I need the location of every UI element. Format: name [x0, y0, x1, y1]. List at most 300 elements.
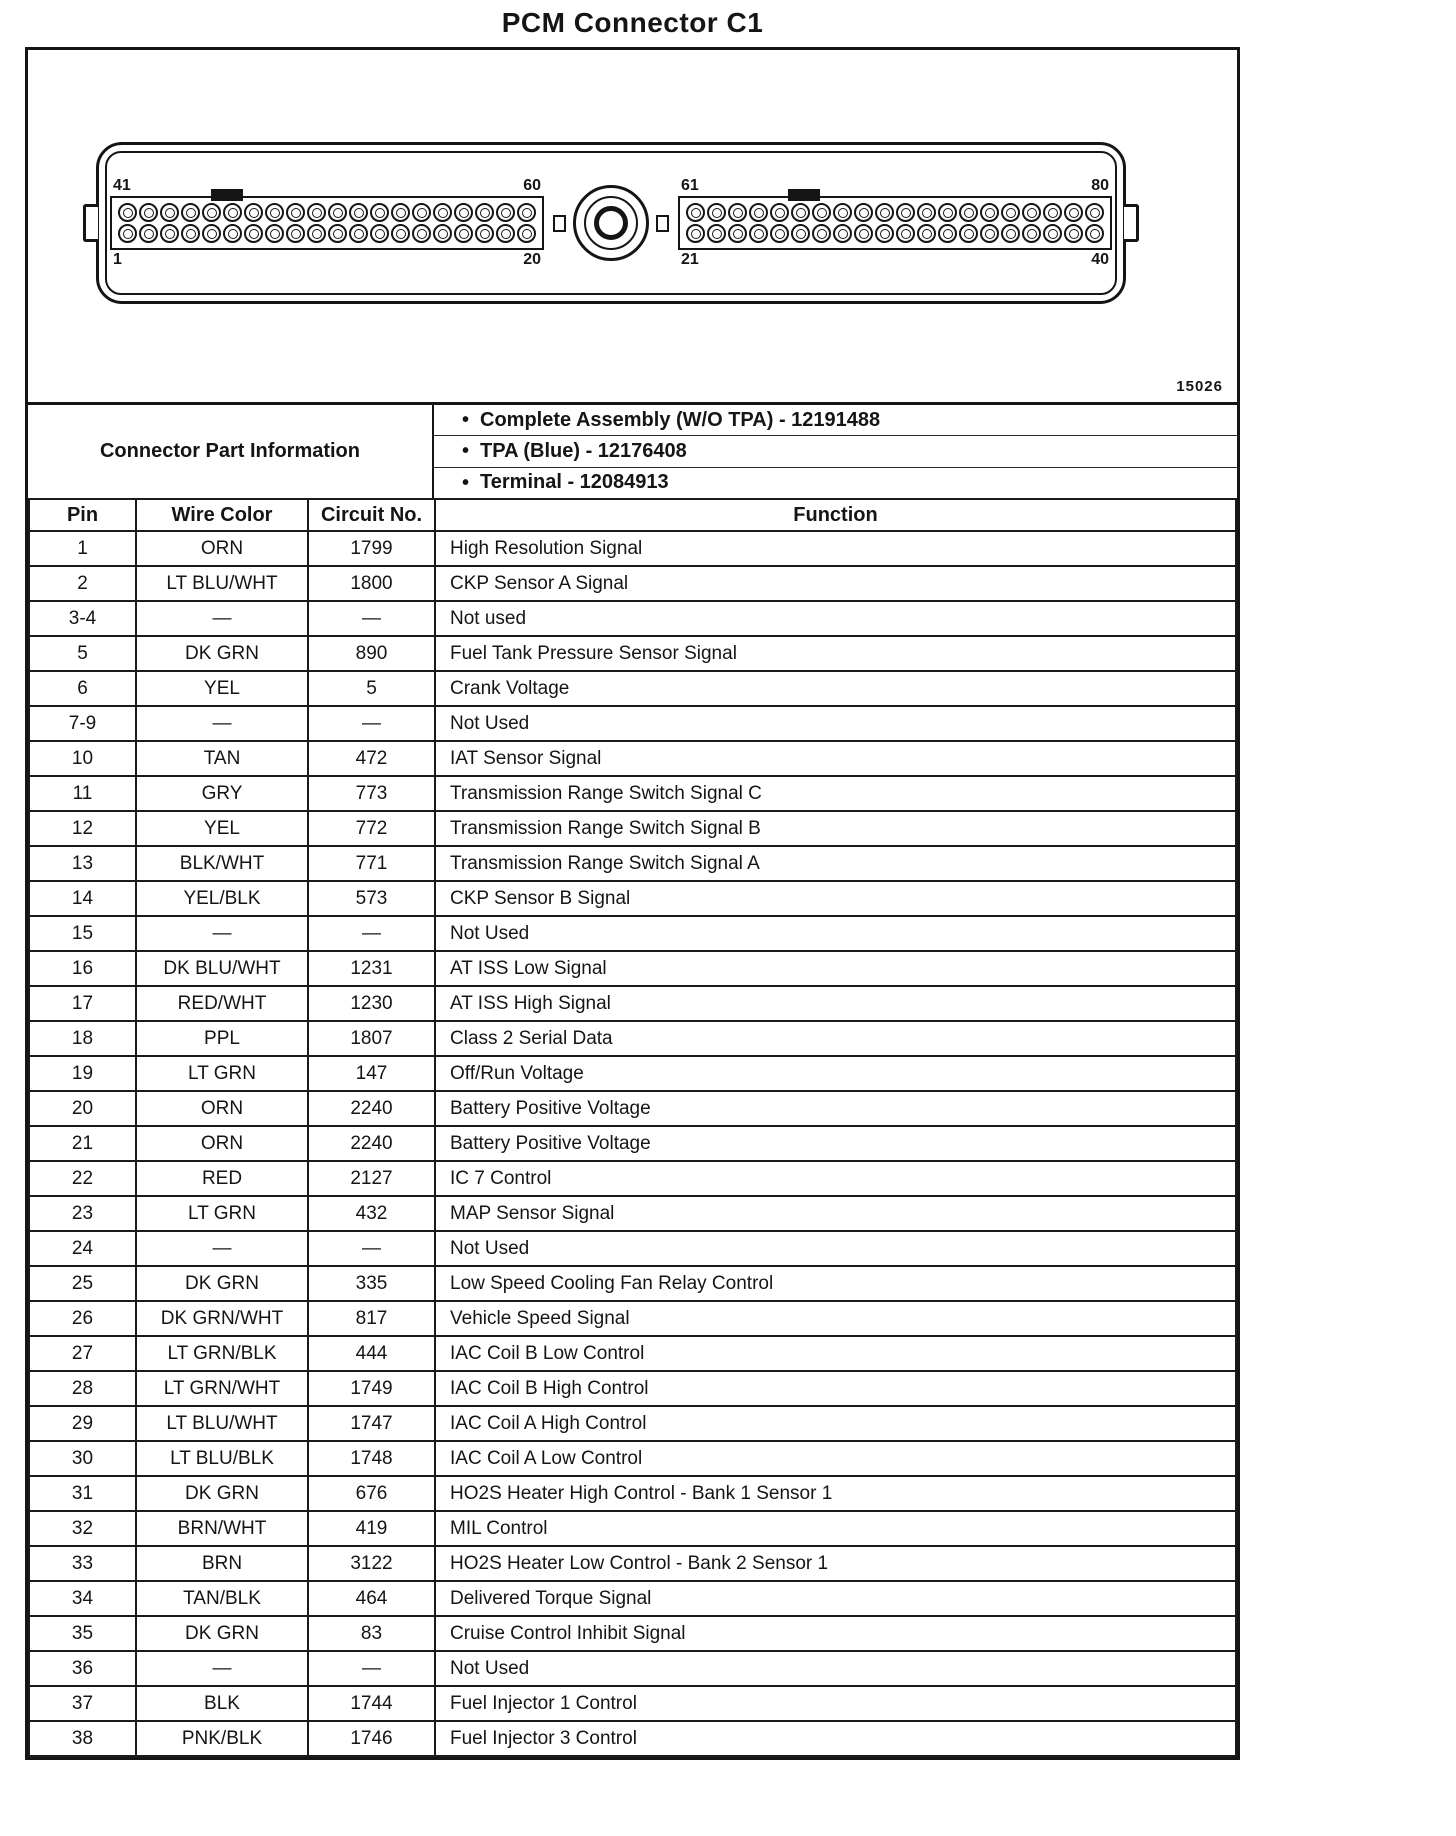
pin-grid-left [110, 196, 544, 250]
connector-body [105, 151, 1117, 295]
table-row [29, 1686, 1236, 1721]
pin-cavity [454, 203, 473, 222]
pin-cavity [286, 203, 305, 222]
pin-cell: 19 [29, 1056, 136, 1091]
wire-color-cell: BRN/WHT [136, 1511, 308, 1546]
pin-number-label: 61 [681, 177, 699, 194]
part-info-text: TPA (Blue) - 12176408 [480, 439, 687, 462]
pin-cavity [433, 224, 452, 243]
connector-outline [96, 142, 1126, 304]
pin-cavity [728, 224, 747, 243]
wire-color-cell: YEL [136, 811, 308, 846]
table-row [29, 1721, 1236, 1756]
pin-cavity [496, 203, 515, 222]
pin-cavity [749, 203, 768, 222]
pin-cell: 32 [29, 1511, 136, 1546]
pin-block-right [676, 175, 1114, 271]
pin-cavity [202, 203, 221, 222]
circuit-no-cell: — [308, 916, 435, 951]
pin-cell: 6 [29, 671, 136, 706]
function-cell: IAC Coil A High Control [435, 1406, 1236, 1441]
function-cell: CKP Sensor A Signal [435, 566, 1236, 601]
pin-number-label: 40 [1091, 251, 1109, 268]
table-row [29, 1266, 1236, 1301]
table-row [29, 1091, 1236, 1126]
pin-cell: 35 [29, 1616, 136, 1651]
function-cell: Vehicle Speed Signal [435, 1301, 1236, 1336]
pin-cavity [118, 224, 137, 243]
pin-cavity [244, 224, 263, 243]
pin-cell: 20 [29, 1091, 136, 1126]
pin-cavity [475, 203, 494, 222]
pin-cavity [917, 224, 936, 243]
function-cell: IAC Coil B High Control [435, 1371, 1236, 1406]
function-cell: AT ISS Low Signal [435, 951, 1236, 986]
wire-color-cell: RED/WHT [136, 986, 308, 1021]
pin-cavity [728, 203, 747, 222]
circuit-no-cell: 1748 [308, 1441, 435, 1476]
pin-cavity [370, 203, 389, 222]
wire-color-cell: — [136, 601, 308, 636]
table-row [29, 1546, 1236, 1581]
pin-cell: 31 [29, 1476, 136, 1511]
pin-cell: 37 [29, 1686, 136, 1721]
circuit-no-cell: 1747 [308, 1406, 435, 1441]
wire-color-cell: — [136, 706, 308, 741]
pin-cavity [1064, 203, 1083, 222]
wire-color-cell: YEL [136, 671, 308, 706]
pin-cavity [854, 203, 873, 222]
figure-number: 15026 [1176, 378, 1223, 395]
pin-cavity [307, 224, 326, 243]
wire-color-cell: ORN [136, 1126, 308, 1161]
pin-cavity [328, 203, 347, 222]
pin-cavity [412, 224, 431, 243]
pin-cavity [875, 203, 894, 222]
pin-cell: 36 [29, 1651, 136, 1686]
part-info-item [434, 405, 1237, 436]
wire-color-cell: ORN [136, 1091, 308, 1126]
pin-cavity [770, 224, 789, 243]
pin-cavity [1022, 203, 1041, 222]
bullet-icon: • [462, 471, 470, 494]
circuit-no-cell: 773 [308, 776, 435, 811]
function-cell: MIL Control [435, 1511, 1236, 1546]
circuit-no-cell: 1807 [308, 1021, 435, 1056]
pin-cell: 16 [29, 951, 136, 986]
pin-cavity [1085, 224, 1104, 243]
wire-color-cell: PNK/BLK [136, 1721, 308, 1756]
table-row [29, 1581, 1236, 1616]
pin-row [686, 203, 1104, 222]
pin-cavity [749, 224, 768, 243]
wire-color-cell: TAN [136, 741, 308, 776]
pin-cell: 25 [29, 1266, 136, 1301]
table-row [29, 601, 1236, 636]
circuit-no-cell: 1800 [308, 566, 435, 601]
mounting-ear-left [83, 204, 98, 242]
pin-cavity [349, 203, 368, 222]
table-row [29, 916, 1236, 951]
table-header-row [29, 499, 1236, 531]
index-notch [656, 215, 669, 232]
connector-part-info [28, 402, 1237, 498]
table-row [29, 1161, 1236, 1196]
function-cell: IC 7 Control [435, 1161, 1236, 1196]
pin-row [118, 224, 536, 243]
pin-cavity [770, 203, 789, 222]
function-cell: Off/Run Voltage [435, 1056, 1236, 1091]
figure-and-table-frame [25, 47, 1240, 1760]
pin-cavity [812, 203, 831, 222]
pin-cavity [686, 203, 705, 222]
table-row [29, 1476, 1236, 1511]
table-row [29, 1301, 1236, 1336]
function-cell: Not Used [435, 1231, 1236, 1266]
function-cell: Class 2 Serial Data [435, 1021, 1236, 1056]
pin-row [686, 224, 1104, 243]
table-row [29, 741, 1236, 776]
pin-cavity [244, 203, 263, 222]
pin-cell: 23 [29, 1196, 136, 1231]
pin-cavity [412, 203, 431, 222]
pin-cavity [896, 224, 915, 243]
function-cell: High Resolution Signal [435, 531, 1236, 566]
pin-cavity [1022, 224, 1041, 243]
part-info-list [434, 405, 1237, 498]
circuit-no-cell: 444 [308, 1336, 435, 1371]
function-cell: IAC Coil B Low Control [435, 1336, 1236, 1371]
circuit-no-cell: 2240 [308, 1126, 435, 1161]
pin-cell: 17 [29, 986, 136, 1021]
circuit-no-cell: 1230 [308, 986, 435, 1021]
circuit-no-cell: 147 [308, 1056, 435, 1091]
circuit-no-cell: 335 [308, 1266, 435, 1301]
pin-cell: 7-9 [29, 706, 136, 741]
pin-cavity [1001, 224, 1020, 243]
part-info-item [434, 436, 1237, 467]
circuit-no-cell: 83 [308, 1616, 435, 1651]
table-row [29, 1336, 1236, 1371]
bolt-hole-core [594, 206, 628, 240]
circuit-no-cell: 771 [308, 846, 435, 881]
col-header-wire-color: Wire Color [136, 499, 308, 531]
wire-color-cell: LT BLU/BLK [136, 1441, 308, 1476]
circuit-no-cell: — [308, 1651, 435, 1686]
table-row [29, 1511, 1236, 1546]
wire-color-cell: BLK [136, 1686, 308, 1721]
pin-cavity [160, 224, 179, 243]
pin-cavity [370, 224, 389, 243]
pin-cell: 11 [29, 776, 136, 811]
pin-number-label: 20 [523, 251, 541, 268]
wire-color-cell: BRN [136, 1546, 308, 1581]
wire-color-cell: LT GRN/BLK [136, 1336, 308, 1371]
pin-cavity [139, 224, 158, 243]
function-cell: Battery Positive Voltage [435, 1091, 1236, 1126]
pin-number-label: 41 [113, 177, 131, 194]
table-row [29, 846, 1236, 881]
pin-cavity [118, 203, 137, 222]
part-info-text: Terminal - 12084913 [480, 471, 669, 494]
pin-cavity [707, 224, 726, 243]
pin-cell: 2 [29, 566, 136, 601]
function-cell: MAP Sensor Signal [435, 1196, 1236, 1231]
table-row [29, 1196, 1236, 1231]
pin-cavity [223, 224, 242, 243]
pin-cell: 33 [29, 1546, 136, 1581]
circuit-no-cell: 1231 [308, 951, 435, 986]
pin-cavity [791, 224, 810, 243]
pin-number-label: 21 [681, 251, 699, 268]
pin-cavity [938, 203, 957, 222]
function-cell: Delivered Torque Signal [435, 1581, 1236, 1616]
function-cell: Not Used [435, 1651, 1236, 1686]
col-header-pin: Pin [29, 499, 136, 531]
wire-color-cell: TAN/BLK [136, 1581, 308, 1616]
table-row [29, 1616, 1236, 1651]
table-row [29, 881, 1236, 916]
pin-cavity [433, 203, 452, 222]
function-cell: Fuel Injector 3 Control [435, 1721, 1236, 1756]
table-row [29, 1406, 1236, 1441]
pin-cell: 34 [29, 1581, 136, 1616]
pin-cell: 24 [29, 1231, 136, 1266]
circuit-no-cell: 3122 [308, 1546, 435, 1581]
pinout-table [28, 498, 1237, 1757]
circuit-no-cell: — [308, 706, 435, 741]
pin-cavity [1043, 203, 1062, 222]
page-title: PCM Connector C1 [501, 7, 764, 38]
pin-number-label: 80 [1091, 177, 1109, 194]
table-row [29, 1056, 1236, 1091]
wire-color-cell: BLK/WHT [136, 846, 308, 881]
circuit-no-cell: 419 [308, 1511, 435, 1546]
pin-cavity [286, 224, 305, 243]
part-info-item [434, 468, 1237, 498]
pin-cavity [833, 203, 852, 222]
pin-cavity [181, 224, 200, 243]
wire-color-cell: — [136, 1231, 308, 1266]
pin-cavity [917, 203, 936, 222]
pin-cell: 21 [29, 1126, 136, 1161]
wire-color-cell: ORN [136, 531, 308, 566]
manual-page [25, 0, 1240, 1760]
wire-color-cell: GRY [136, 776, 308, 811]
circuit-no-cell: 5 [308, 671, 435, 706]
circuit-no-cell: 817 [308, 1301, 435, 1336]
function-cell: HO2S Heater High Control - Bank 1 Sensor 1 [435, 1476, 1236, 1511]
table-row [29, 1126, 1236, 1161]
function-cell: CKP Sensor B Signal [435, 881, 1236, 916]
wire-color-cell: DK GRN [136, 636, 308, 671]
pin-cell: 27 [29, 1336, 136, 1371]
wire-color-cell: LT GRN [136, 1196, 308, 1231]
table-row [29, 811, 1236, 846]
pin-cavity [959, 203, 978, 222]
pin-cell: 12 [29, 811, 136, 846]
circuit-no-cell: 464 [308, 1581, 435, 1616]
pin-cell: 5 [29, 636, 136, 671]
pin-cell: 1 [29, 531, 136, 566]
pin-row [118, 203, 536, 222]
wire-color-cell: LT BLU/WHT [136, 1406, 308, 1441]
pinout-rows [29, 531, 1236, 1756]
pin-cavity [854, 224, 873, 243]
pin-cell: 29 [29, 1406, 136, 1441]
table-row [29, 776, 1236, 811]
col-header-circuit-no: Circuit No. [308, 499, 435, 531]
circuit-no-cell: 472 [308, 741, 435, 776]
function-cell: Cruise Control Inhibit Signal [435, 1616, 1236, 1651]
table-row [29, 636, 1236, 671]
pin-cavity [517, 224, 536, 243]
wire-color-cell: YEL/BLK [136, 881, 308, 916]
pin-cavity [349, 224, 368, 243]
pin-cavity [517, 203, 536, 222]
function-cell: IAT Sensor Signal [435, 741, 1236, 776]
pin-block-left [108, 175, 546, 271]
circuit-no-cell: 1799 [308, 531, 435, 566]
wire-color-cell: — [136, 916, 308, 951]
table-row [29, 986, 1236, 1021]
table-row [29, 531, 1236, 566]
pin-cell: 38 [29, 1721, 136, 1756]
function-cell: Not used [435, 601, 1236, 636]
pin-cavity [223, 203, 242, 222]
circuit-no-cell: 1746 [308, 1721, 435, 1756]
circuit-no-cell: 890 [308, 636, 435, 671]
pin-cavity [686, 224, 705, 243]
pin-grid-right [678, 196, 1112, 250]
table-row [29, 1231, 1236, 1266]
function-cell: Low Speed Cooling Fan Relay Control [435, 1266, 1236, 1301]
table-row [29, 671, 1236, 706]
pin-cavity [307, 203, 326, 222]
table-row [29, 706, 1236, 741]
pin-cavity [160, 203, 179, 222]
pin-cell: 15 [29, 916, 136, 951]
wire-color-cell: DK BLU/WHT [136, 951, 308, 986]
wire-color-cell: LT GRN/WHT [136, 1371, 308, 1406]
connector-figure [28, 50, 1237, 402]
function-cell: HO2S Heater Low Control - Bank 2 Sensor 1 [435, 1546, 1236, 1581]
pin-cavity [707, 203, 726, 222]
pin-cell: 3-4 [29, 601, 136, 636]
pin-cavity [938, 224, 957, 243]
pin-cell: 22 [29, 1161, 136, 1196]
mounting-ear-right [1124, 204, 1139, 242]
wire-color-cell: DK GRN/WHT [136, 1301, 308, 1336]
circuit-no-cell: 1749 [308, 1371, 435, 1406]
pin-cavity [181, 203, 200, 222]
function-cell: Fuel Tank Pressure Sensor Signal [435, 636, 1236, 671]
pin-cavity [1064, 224, 1083, 243]
pin-cavity [833, 224, 852, 243]
pin-number-label: 60 [523, 177, 541, 194]
pin-cavity [391, 224, 410, 243]
table-row [29, 1651, 1236, 1686]
pin-cavity [139, 203, 158, 222]
function-cell: Transmission Range Switch Signal A [435, 846, 1236, 881]
pin-cell: 10 [29, 741, 136, 776]
wire-color-cell: DK GRN [136, 1266, 308, 1301]
pin-number-label: 1 [113, 251, 122, 268]
function-cell: Not Used [435, 706, 1236, 741]
bullet-icon: • [462, 440, 470, 463]
pin-cavity [496, 224, 515, 243]
circuit-no-cell: 2127 [308, 1161, 435, 1196]
keying-tab [211, 189, 243, 201]
table-row [29, 1021, 1236, 1056]
function-cell: IAC Coil A Low Control [435, 1441, 1236, 1476]
wire-color-cell: DK GRN [136, 1616, 308, 1651]
function-cell: Transmission Range Switch Signal B [435, 811, 1236, 846]
pin-cavity [202, 224, 221, 243]
function-cell: Battery Positive Voltage [435, 1126, 1236, 1161]
pin-cavity [1085, 203, 1104, 222]
bullet-icon: • [462, 409, 470, 432]
circuit-no-cell: — [308, 1231, 435, 1266]
bolt-hole [573, 185, 649, 261]
pin-cavity [875, 224, 894, 243]
wire-color-cell: PPL [136, 1021, 308, 1056]
pin-cell: 26 [29, 1301, 136, 1336]
function-cell: Transmission Range Switch Signal C [435, 776, 1236, 811]
pin-cavity [812, 224, 831, 243]
bolt-hole-ring [584, 196, 638, 250]
pin-cavity [475, 224, 494, 243]
wire-color-cell: — [136, 1651, 308, 1686]
function-cell: AT ISS High Signal [435, 986, 1236, 1021]
wire-color-cell: LT GRN [136, 1056, 308, 1091]
pin-cavity [980, 203, 999, 222]
part-info-text: Complete Assembly (W/O TPA) - 12191488 [480, 408, 881, 431]
function-cell: Not Used [435, 916, 1236, 951]
pin-cell: 28 [29, 1371, 136, 1406]
pin-cavity [1001, 203, 1020, 222]
circuit-no-cell: 676 [308, 1476, 435, 1511]
col-header-function: Function [435, 499, 1236, 531]
table-row [29, 1371, 1236, 1406]
pin-cavity [265, 203, 284, 222]
keying-tab [788, 189, 820, 201]
pin-cavity [959, 224, 978, 243]
wire-color-cell: DK GRN [136, 1476, 308, 1511]
circuit-no-cell: 573 [308, 881, 435, 916]
circuit-no-cell: — [308, 601, 435, 636]
pin-cavity [791, 203, 810, 222]
pin-cavity [980, 224, 999, 243]
index-notch [553, 215, 566, 232]
circuit-no-cell: 2240 [308, 1091, 435, 1126]
pin-cavity [454, 224, 473, 243]
pin-cell: 18 [29, 1021, 136, 1056]
circuit-no-cell: 1744 [308, 1686, 435, 1721]
table-row [29, 566, 1236, 601]
pin-cavity [896, 203, 915, 222]
pin-cell: 14 [29, 881, 136, 916]
pin-cavity [265, 224, 284, 243]
function-cell: Crank Voltage [435, 671, 1236, 706]
wire-color-cell: LT BLU/WHT [136, 566, 308, 601]
pin-cell: 13 [29, 846, 136, 881]
function-cell: Fuel Injector 1 Control [435, 1686, 1236, 1721]
pin-cavity [328, 224, 347, 243]
table-row [29, 1441, 1236, 1476]
circuit-no-cell: 432 [308, 1196, 435, 1231]
pin-cavity [391, 203, 410, 222]
